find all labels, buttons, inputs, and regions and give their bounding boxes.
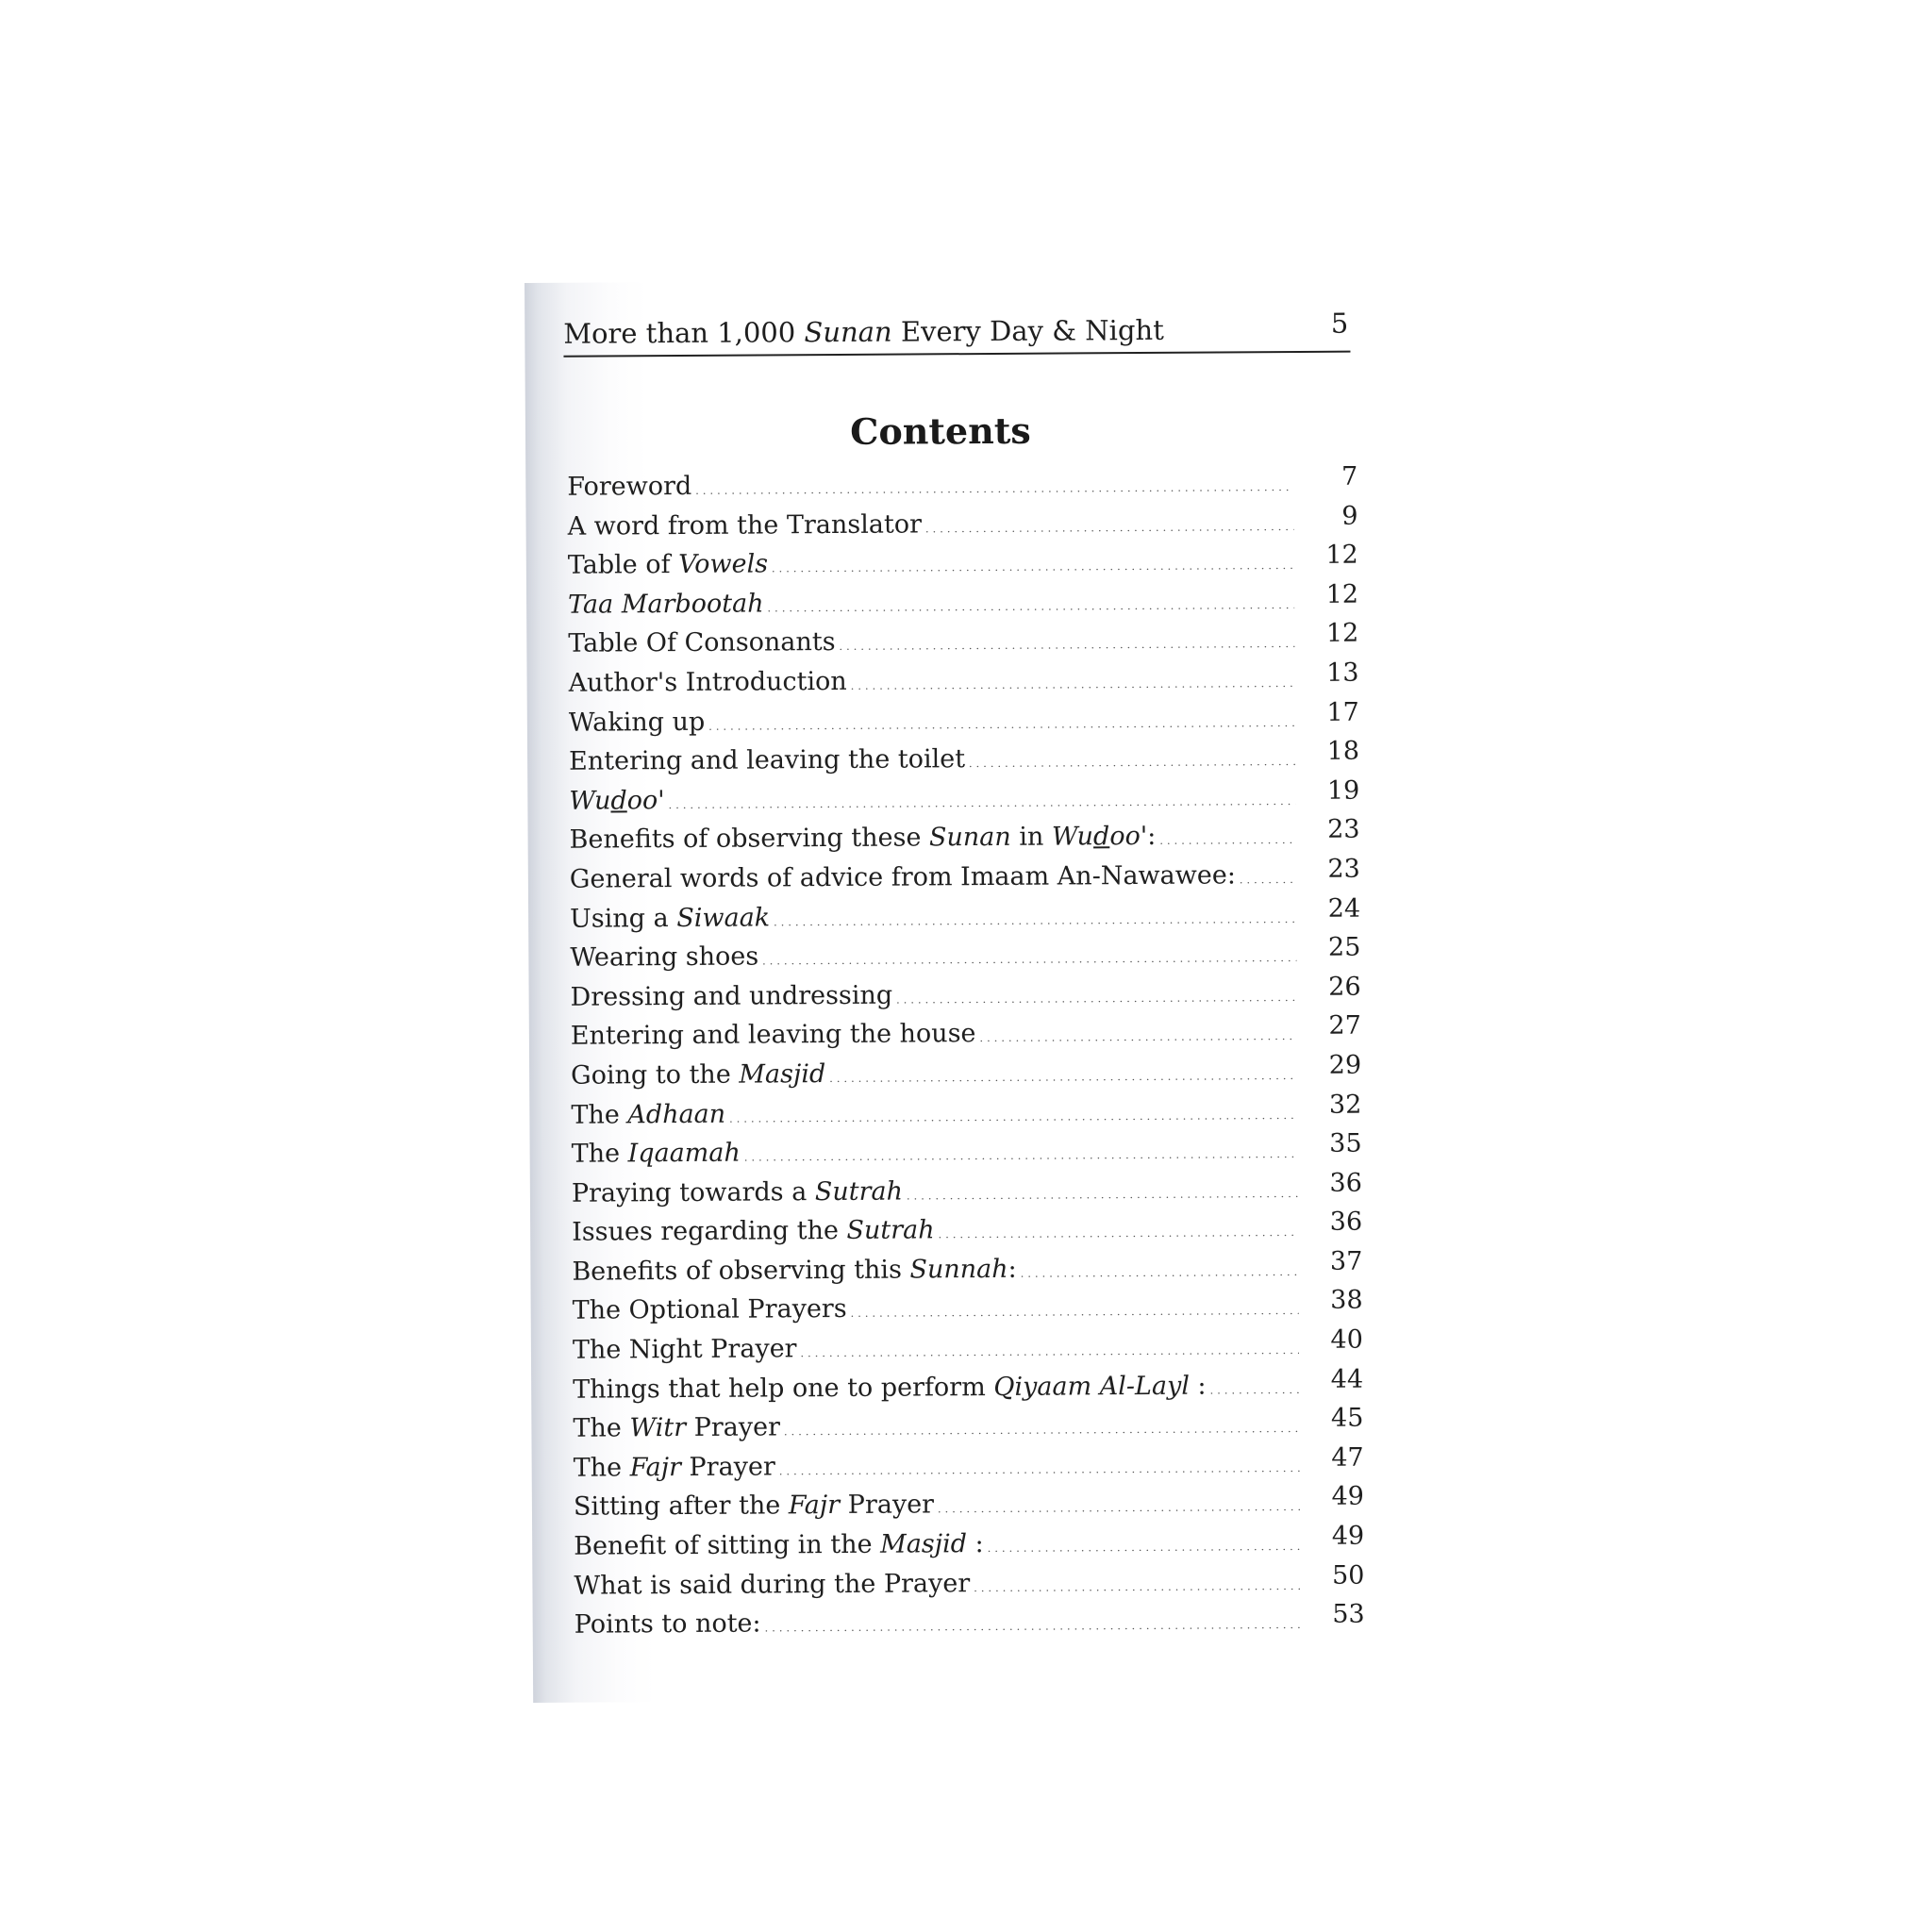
toc-entry-page: 29 [1328, 1050, 1362, 1080]
toc-entry-title-part: Things that help one to perform [573, 1372, 994, 1405]
toc-entry-title-part: Witr [629, 1413, 687, 1443]
toc-entry [573, 1326, 1363, 1371]
toc-entry-title-part: Prayer [685, 1412, 781, 1443]
toc-entry-page: 13 [1326, 658, 1359, 688]
toc-entry [568, 659, 1358, 704]
toc-entry-title-part: Wudoo' [1051, 822, 1148, 852]
toc-entry-title-part: Benefits of observing these [569, 823, 930, 856]
toc-entry [575, 1601, 1365, 1645]
toc-entry-page: 26 [1328, 972, 1361, 1002]
toc-entry [569, 698, 1359, 742]
toc-entry-title-part: Entering and leaving the toilet [569, 744, 966, 776]
toc-entry-title-part: Sitting after the [573, 1491, 789, 1523]
toc-entry [569, 776, 1359, 821]
contents-heading: Contents [850, 408, 1031, 453]
toc-entry-page: 25 [1327, 932, 1361, 962]
toc-entry [570, 856, 1360, 900]
toc-entry [572, 1208, 1362, 1253]
toc-entry-page: 49 [1331, 1521, 1365, 1551]
toc-entry-page: 49 [1331, 1482, 1364, 1512]
toc-entry-page: 27 [1328, 1010, 1361, 1041]
toc-entry-page: 23 [1327, 854, 1360, 884]
toc-entry [571, 1052, 1361, 1096]
toc-entry-title-part: The [573, 1413, 630, 1443]
toc-entry-title-part: Masjid [880, 1529, 968, 1559]
toc-entry-title-part: Table Of Consonants [568, 627, 836, 659]
toc-entry-page: 18 [1326, 736, 1360, 766]
running-head-title: More than 1,000 Sunan Every Day & Night [563, 313, 1164, 350]
toc-entry-page: 37 [1329, 1246, 1363, 1276]
toc-entry-page: 35 [1329, 1128, 1362, 1158]
toc-entry-title-part: : [1189, 1371, 1207, 1401]
toc-entry-title-part: Benefit of sitting in the [574, 1529, 881, 1561]
toc-entry-title-part: The [571, 1099, 628, 1130]
toc-entry-title-part: Waking up [568, 707, 706, 738]
toc-entry-title-part: in [1010, 822, 1053, 853]
toc-entry-title-part: Sunnah [909, 1254, 1008, 1285]
toc-entry-title-part: Siwaak [676, 902, 771, 933]
toc-entry-page: 12 [1325, 618, 1359, 649]
toc-entry-page: 38 [1330, 1286, 1363, 1316]
toc-entry-title-part: Sunan [928, 823, 1011, 853]
toc-entry-title-part: Dressing and undressing [570, 980, 893, 1012]
toc-entry-page: 9 [1341, 501, 1358, 531]
toc-entry [572, 1169, 1362, 1213]
toc-entry-title-part: Fajr [788, 1491, 841, 1521]
toc-entry-page: 50 [1331, 1560, 1365, 1591]
toc-entry [568, 541, 1358, 586]
toc-entry-title-part: Sutrah [846, 1215, 935, 1246]
toc-entry [569, 816, 1359, 860]
toc-entry [568, 620, 1358, 664]
toc-entry-page: 47 [1331, 1442, 1364, 1473]
toc-entry-page: 17 [1326, 697, 1359, 727]
toc-entry-title-part: Entering and leaving the house [570, 1019, 976, 1052]
toc-entry-title-part: Prayer [680, 1452, 775, 1482]
toc-entry-title-part: Wearing shoes [570, 941, 759, 973]
toc-entry [574, 1561, 1364, 1606]
toc-entry-title-part: Going to the [571, 1059, 740, 1091]
toc-entry-title-part: Iqaamah [627, 1138, 741, 1169]
toc-entry-title-part: Adhaan [627, 1099, 726, 1129]
toc-entry [573, 1365, 1363, 1409]
toc-entry [574, 1483, 1364, 1527]
toc-entry-title-part: Points to note: [574, 1608, 761, 1640]
book-page [525, 278, 1382, 1703]
toc-entry-title-part: A word from the Translator [567, 509, 923, 541]
toc-entry-page: 12 [1325, 579, 1359, 609]
toc-entry-title-part: Wudoo' [569, 785, 665, 816]
toc-entry-title-part: Using a [570, 903, 677, 934]
toc-entry-title-part: Foreword [567, 471, 692, 502]
toc-entry-title-part: The [573, 1453, 630, 1483]
toc-entry [571, 1091, 1361, 1135]
toc-entry-page: 12 [1325, 540, 1358, 571]
toc-entry [570, 894, 1360, 939]
toc-entry [573, 1287, 1363, 1331]
table-of-contents [567, 463, 1365, 1645]
toc-entry-page: 24 [1327, 893, 1361, 924]
toc-entry-title-part: Sutrah [814, 1176, 904, 1207]
toc-entry-title-part: General words of advice from Imaam An-Nawawee: [569, 860, 1236, 894]
toc-entry [569, 738, 1359, 782]
toc-entry-title-part: The Optional Prayers [572, 1294, 847, 1326]
toc-entry [574, 1443, 1364, 1488]
toc-entry [574, 1523, 1364, 1567]
toc-entry-page: 40 [1330, 1324, 1363, 1355]
toc-entry [568, 580, 1358, 625]
toc-entry [570, 934, 1360, 978]
toc-entry-page: 53 [1332, 1599, 1365, 1630]
toc-entry-title-part: Qiyaam Al-Layl [993, 1371, 1191, 1402]
toc-entry-title-part: Benefits of observing this [572, 1255, 910, 1287]
toc-entry-page: 19 [1326, 775, 1360, 806]
running-head [563, 309, 1350, 358]
page-number: 5 [1330, 307, 1349, 340]
toc-entry-title-part: : [966, 1529, 984, 1559]
toc-entry-page: 23 [1327, 814, 1360, 845]
toc-entry-title-part: Table of [567, 550, 679, 580]
toc-entry-title-part: The Night Prayer [572, 1334, 797, 1365]
toc-entry-title-part: The [571, 1139, 628, 1169]
toc-entry-title-part: Vowels [678, 549, 769, 580]
toc-entry-page: 45 [1330, 1403, 1364, 1434]
toc-entry-title-part: : [1008, 1254, 1017, 1284]
toc-entry [573, 1405, 1363, 1449]
toc-entry-title-part: What is said during the Prayer [574, 1568, 971, 1601]
toc-entry-title-part: Praying towards a [571, 1176, 815, 1208]
toc-entry-page: 44 [1330, 1364, 1364, 1394]
toc-entry-page: 36 [1329, 1168, 1362, 1198]
toc-entry-title-part: Author's Introduction [568, 666, 847, 698]
toc-entry-title-part: Issues regarding the [572, 1216, 847, 1247]
toc-entry-page: 36 [1329, 1207, 1363, 1238]
toc-entry [571, 1012, 1361, 1057]
toc-entry-page: 7 [1341, 461, 1358, 491]
toc-entry [572, 1130, 1362, 1174]
toc-entry [572, 1247, 1362, 1291]
toc-entry [567, 502, 1357, 546]
toc-entry-title-part: Taa Marbootah [567, 589, 764, 620]
toc-entry [567, 463, 1357, 508]
toc-entry-title-part: Masjid [739, 1058, 826, 1090]
toc-entry-title-part: Prayer [840, 1490, 935, 1521]
toc-entry-title [575, 1601, 1301, 1649]
toc-entry-title-part: Fajr [629, 1452, 682, 1483]
toc-entry [570, 973, 1360, 1017]
toc-entry-page: 32 [1328, 1090, 1362, 1120]
toc-entry-title-part: : [1147, 822, 1157, 852]
